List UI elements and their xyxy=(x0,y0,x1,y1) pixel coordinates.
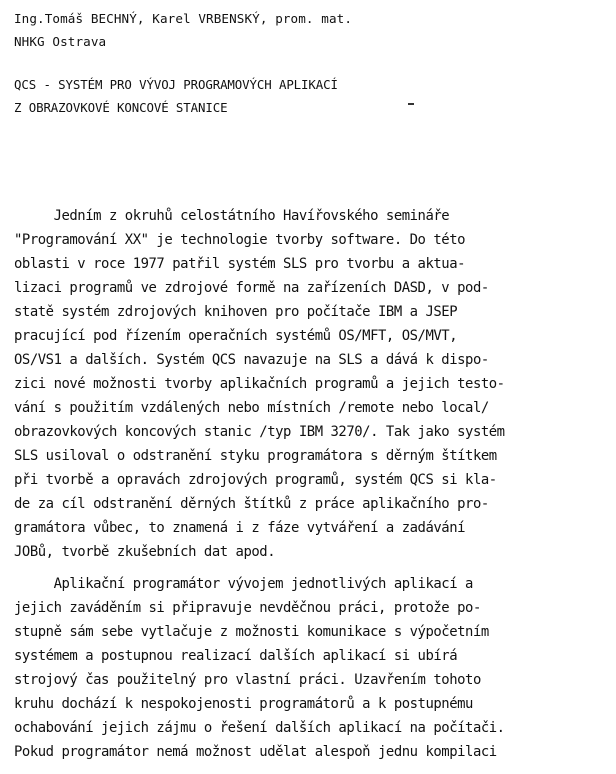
paragraph-2-line-8: Pokud programátor nemá možnost udělat alespoň jednu kompilaci xyxy=(14,744,497,760)
stray-mark xyxy=(408,103,414,105)
paragraph-2-line-3: stupně sám sebe vytlačuje z možnosti komunikace s výpočetním xyxy=(14,624,489,640)
paragraph-1-line-11: SLS usiloval o odstranění styku programátora s děrným štítkem xyxy=(14,448,497,464)
affiliation-line: NHKG Ostrava xyxy=(14,34,107,49)
paragraph-1-line-8: zici nové možnosti tvorby aplikačních programů a jejich testo- xyxy=(14,376,505,392)
paragraph-1-line-10: obrazovkových koncových stanic /typ IBM 3270/. Tak jako systém xyxy=(14,424,505,440)
paragraph-1-line-12: při tvorbě a opravách zdrojových programů, systém QCS si kla- xyxy=(14,472,497,488)
paragraph-2-line-4: systémem a postupnou realizací dalších aplikací si ubírá xyxy=(14,648,458,664)
paragraph-2-line-5: strojový čas použitelný pro vlastní práci. Uzavřením tohoto xyxy=(14,672,481,688)
paragraph-2-line-7: ochabování jejich zájmu o řešení dalších aplikací na počítači. xyxy=(14,720,505,736)
paragraph-1-line-3: oblasti v roce 1977 patřil systém SLS pro tvorbu a aktua- xyxy=(14,256,466,272)
title-line-2: Z OBRAZOVKOVÉ KONCOVÉ STANICE xyxy=(14,100,228,115)
paragraph-2-line-2: jejich zaváděním si připravuje nevděčnou práci, protože po- xyxy=(14,600,481,616)
paragraph-2-line-1: Aplikační programátor vývojem jednotlivých aplikací a xyxy=(14,576,473,592)
paragraph-2-line-6: kruhu dochází k nespokojenosti programátorů a k postupnému xyxy=(14,696,473,712)
paragraph-1-line-7: OS/VS1 a dalších. Systém QCS navazuje na SLS a dává k dispo- xyxy=(14,352,489,368)
paragraph-1-line-14: gramátora vůbec, to znamená i z fáze vytváření a zadávání xyxy=(14,520,466,536)
paragraph-1-line-13: de za cíl odstranění děrných štítků z práce aplikačního pro- xyxy=(14,496,489,512)
title-line-1: QCS - SYSTÉM PRO VÝVOJ PROGRAMOVÝCH APLIKACÍ xyxy=(14,77,338,92)
paragraph-1-line-6: pracující pod řízením operačních systémů OS/MFT, OS/MVT, xyxy=(14,328,458,344)
paragraph-1-line-5: statě systém zdrojových knihoven pro počítače IBM a JSEP xyxy=(14,304,458,320)
authors-line: Ing.Tomáš BECHNÝ, Karel VRBENSKÝ, prom. mat. xyxy=(14,11,353,26)
paragraph-1-line-4: lizaci programů ve zdrojové formě na zařízeních DASD, v pod- xyxy=(14,280,489,296)
paragraph-1-line-15: JOBů, tvorbě zkušebních dat apod. xyxy=(14,544,276,560)
paragraph-1-line-9: vání s použitím vzdálených nebo místních /remote nebo local/ xyxy=(14,400,489,416)
paragraph-1-line-1: Jedním z okruhů celostátního Havířovského semináře xyxy=(14,208,450,224)
paragraph-1-line-2: "Programování XX" je technologie tvorby software. Do této xyxy=(14,232,466,248)
